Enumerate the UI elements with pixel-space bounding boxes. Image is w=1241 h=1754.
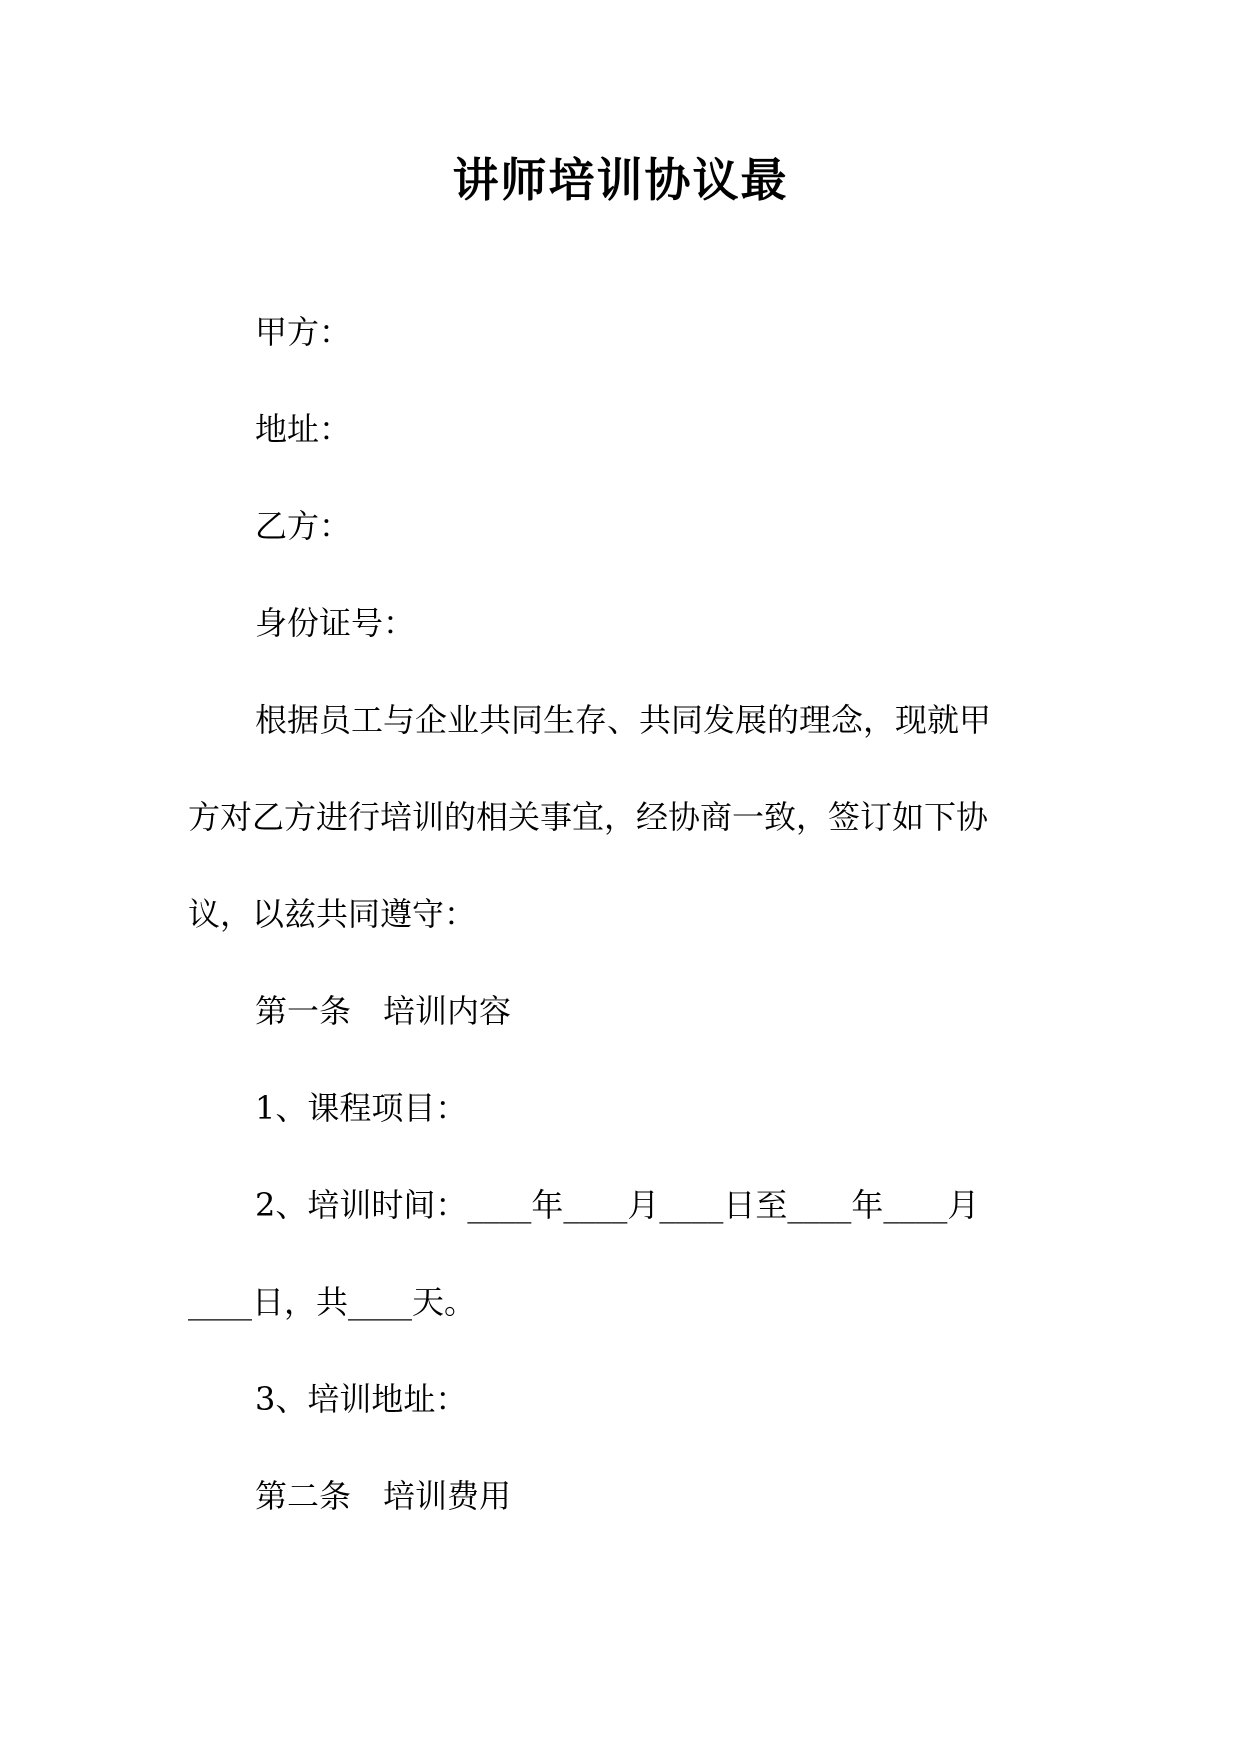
training-address-line: 3、培训地址： — [255, 1380, 468, 1418]
article-1-heading: 第一条 培训内容 — [255, 992, 512, 1030]
training-time-line-2: ____日，共____天。 — [188, 1283, 477, 1321]
party-a-label: 甲方： — [255, 313, 352, 351]
course-item-line: 1、课程项目： — [255, 1089, 468, 1127]
address-label: 地址： — [255, 410, 352, 448]
id-number-label: 身份证号： — [255, 604, 416, 642]
preamble-line-3: 议，以兹共同遵守： — [188, 895, 477, 933]
preamble-line-2: 方对乙方进行培训的相关事宜，经协商一致，签订如下协 — [188, 798, 989, 836]
training-time-line-1: 2、培训时间：____年____月____日至____年____月 — [255, 1186, 980, 1224]
preamble-line-1: 根据员工与企业共同生存、共同发展的理念，现就甲 — [255, 701, 992, 739]
article-2-heading: 第二条 培训费用 — [255, 1477, 512, 1515]
party-b-label: 乙方： — [255, 507, 352, 545]
document-title: 讲师培训协议最 — [452, 153, 789, 207]
